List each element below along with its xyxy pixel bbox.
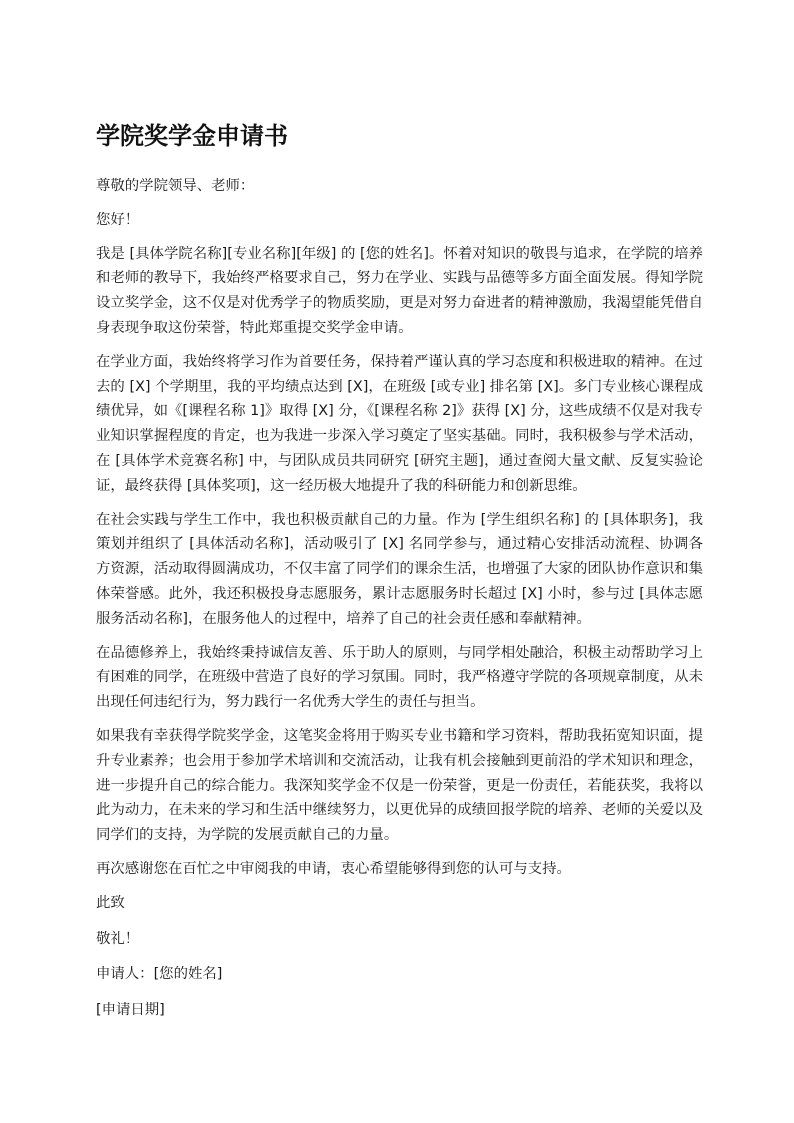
document-title: 学院奖学金申请书 <box>96 122 288 150</box>
closing-line-2: 敬礼！ <box>96 930 140 947</box>
body-paragraph-usage-plan: 如果我有幸获得学院奖学金，这笔奖金将用于购买专业书籍和学习资料，帮助我拓宽知识面，提升专业素养；也会用于参加学术培训和交流活动，让我有机会接触到更前沿的学术知识和理念，进一步提升自己的综合能力。我深知奖学金不仅是一份荣誉，更是一份责任，若能获奖，我将以此为动力，在未来的学习和生活中继续努力，以更优异的成绩回报学院的培养、老师的关爱以及同学们的支持，为学院的发展贡献自己的力量。 <box>96 727 703 844</box>
body-paragraph-thanks: 再次感谢您在百忙之中审阅我的申请，衷心希望能够得到您的认可与支持。 <box>96 860 571 877</box>
body-paragraph-academics: 在学业方面，我始终将学习作为首要任务，保持着严谨认真的学习态度和积极进取的精神。在过去的 [X] 个学期里，我的平均绩点达到 [X]，在班级 [或专业] 排名第 [X]。多门专业核心课程成绩优异，如《[课程名称 1]》取得 [X] 分，《[课程名称 2]》获得 [X] 分，这些成绩不仅是对我专业知识掌握程度的肯定，也为我进一步深入学习奠定了坚实基础。同时，我积极参与学术活动，在 [具体学术竞赛名称] 中，与团队成员共同研究 [研究主题]，通过查阅大量文献、反复实验论证，最终获得 [具体奖项]，这一经历极大地提升了我的科研能力和创新思维。 <box>96 353 703 494</box>
salutation: 尊敬的学院领导、老师： <box>96 178 255 194</box>
body-paragraph-intro: 我是 [具体学院名称][专业名称][年级] 的 [您的姓名]。怀着对知识的敬畏与追求，在学院的培养和老师的教导下，我始终严格要求自己，努力在学业、实践与品德等多方面全面发展。得知学院设立奖学金，这不仅是对优秀学子的物质奖励，更是对努力奋进者的精神激励，我渴望能凭借自身表现争取这份荣誉，特此郑重提交奖学金申请。 <box>96 245 703 336</box>
greeting: 您好！ <box>96 211 140 228</box>
closing-line-1: 此致 <box>96 894 125 911</box>
body-paragraph-character: 在品德修养上，我始终秉持诚信友善、乐于助人的原则，与同学相处融洽，积极主动帮助学习上有困难的同学，在班级中营造了良好的学习氛围。同时，我严格遵守学院的各项规章制度，从未出现任何违纪行为，努力践行一名优秀大学生的责任与担当。 <box>96 644 703 711</box>
signature: 申请人：[您的姓名] <box>96 966 223 983</box>
body-paragraph-social-practice: 在社会实践与学生工作中，我也积极贡献自己的力量。作为 [学生组织名称] 的 [具体职务]，我策划并组织了 [具体活动名称]，活动吸引了 [X] 名同学参与，通过精心安排活动流程、协调各方资源，活动取得圆满成功，不仅丰富了同学们的课余生活，也增强了大家的团队协作意识和集体荣誉感。此外，我还积极投身志愿服务，累计志愿服务时长超过 [X] 小时，参与过 [具体志愿服务活动名称]，在服务他人的过程中，培养了自己的社会责任感和奉献精神。 <box>96 511 703 627</box>
application-date: [申请日期] <box>96 1002 165 1019</box>
document-page <box>96 118 703 1034</box>
